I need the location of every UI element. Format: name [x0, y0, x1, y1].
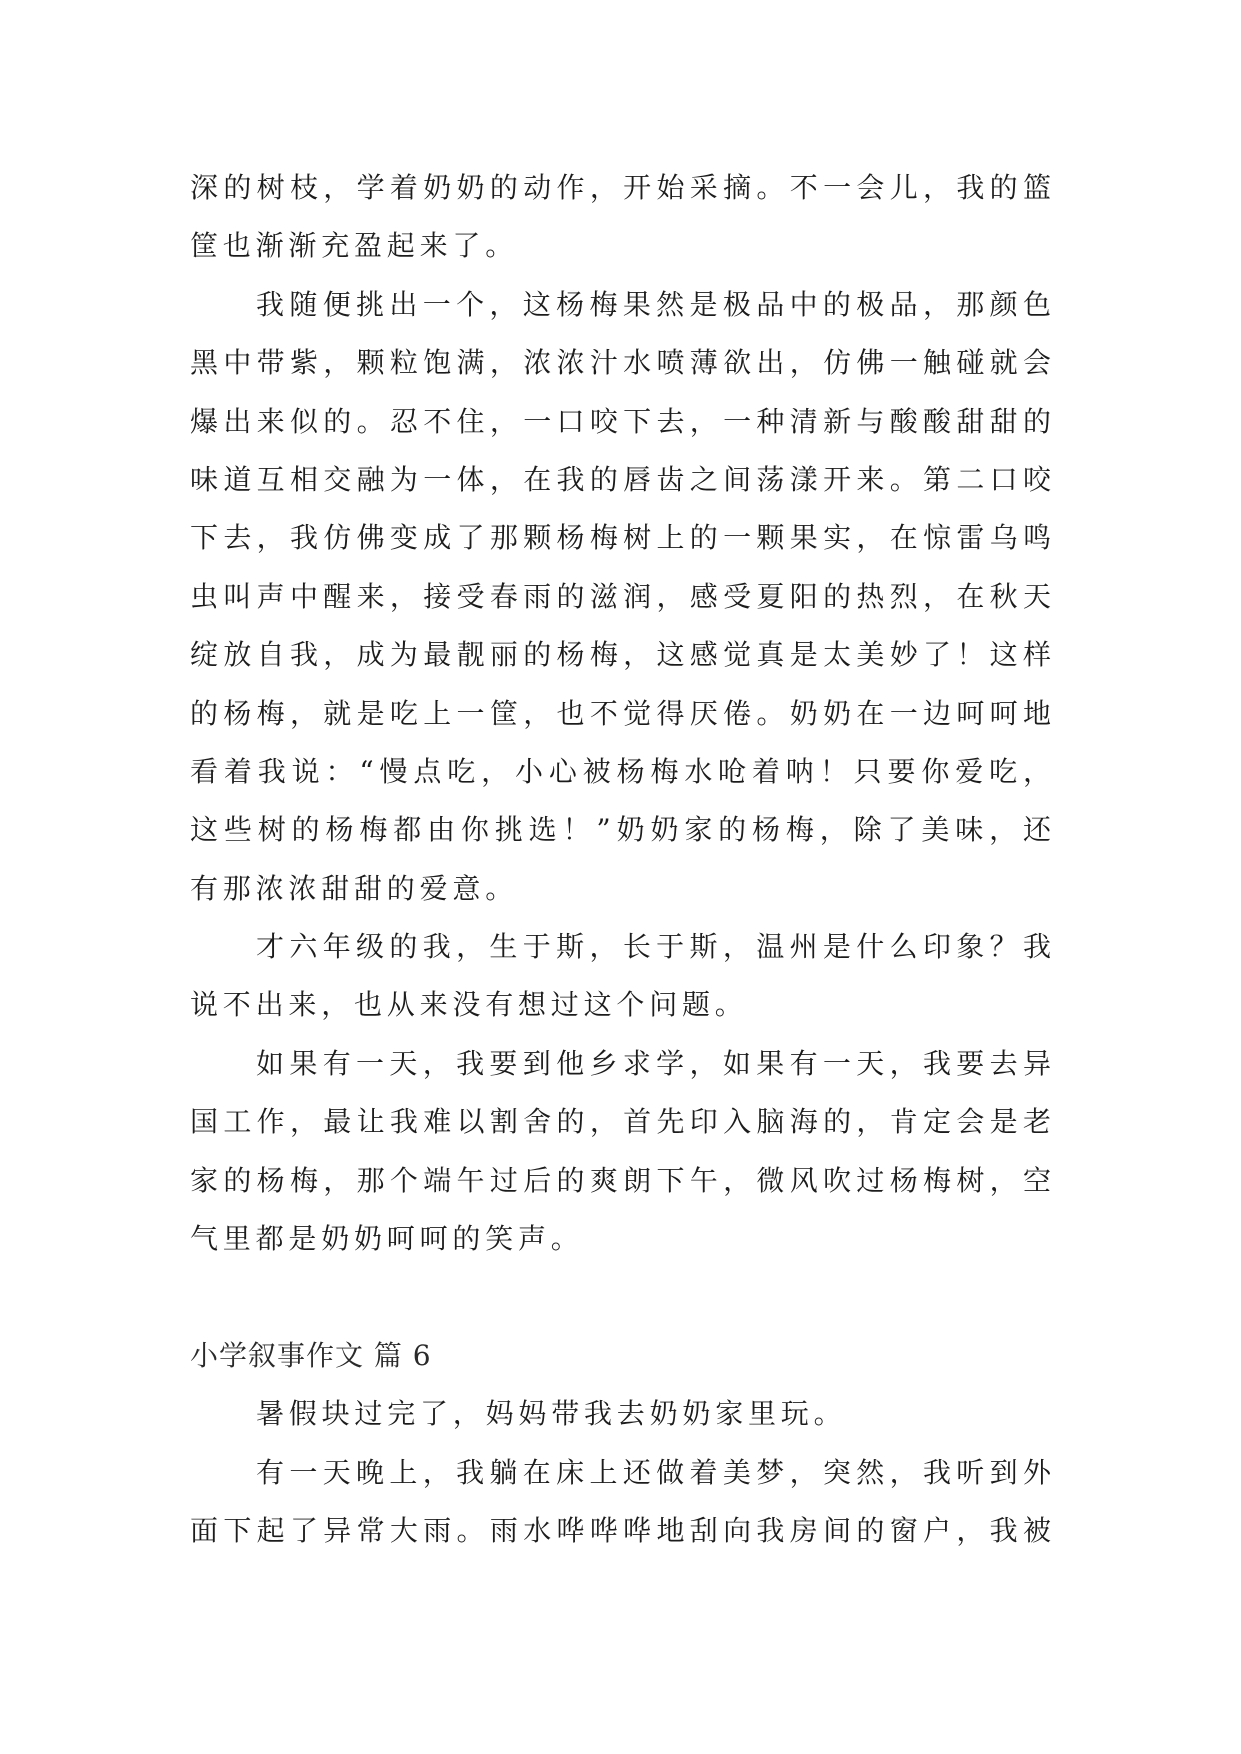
paragraph-line: 筐也渐渐充盈起来了。	[190, 229, 519, 263]
paragraph-line: 的杨梅，就是吃上一筐，也不觉得厌倦。奶奶在一边呵呵地	[190, 696, 1056, 730]
paragraph-line: 面下起了异常大雨。雨水哗哗哗地刮向我房间的窗户，我被	[190, 1513, 1056, 1547]
paragraph-line: 有一天晚上，我躺在床上还做着美梦，突然，我听到外	[256, 1455, 1056, 1489]
paragraph-line: 味道互相交融为一体，在我的唇齿之间荡漾开来。第二口咬	[190, 462, 1056, 496]
paragraph-line: 这些树的杨梅都由你挑选！”奶奶家的杨梅，除了美味，还	[190, 813, 1056, 847]
paragraph-line: 我随便挑出一个，这杨梅果然是极品中的极品，那颜色	[256, 287, 1056, 321]
section-heading: 小学叙事作文 篇 6	[190, 1338, 432, 1372]
paragraph-line: 说不出来，也从来没有想过这个问题。	[190, 988, 748, 1022]
paragraph-line: 下去，我仿佛变成了那颗杨梅树上的一颗果实，在惊雷乌鸣	[190, 521, 1056, 555]
paragraph	[190, 1444, 1056, 1561]
paragraph-line: 深的树枝，学着奶奶的动作，开始采摘。不一会儿，我的篮	[190, 171, 1056, 204]
paragraph-line: 暑假块过完了，妈妈带我去奶奶家里玩。	[256, 1397, 847, 1431]
paragraph-line: 黑中带紫，颗粒饱满，浓浓汁水喷薄欲出，仿佛一触碰就会	[190, 346, 1056, 380]
paragraph-line: 绽放自我，成为最靓丽的杨梅，这感觉真是太美妙了！这样	[190, 638, 1056, 672]
paragraph	[190, 1035, 1056, 1269]
paragraph-line: 有那浓浓甜甜的爱意。	[190, 871, 519, 905]
blank-line	[190, 1268, 1051, 1326]
paragraph	[190, 1385, 1051, 1443]
paragraph-line: 爆出来似的。忍不住，一口咬下去，一种清新与酸酸甜甜的	[190, 404, 1056, 438]
paragraph-line: 如果有一天，我要到他乡求学，如果有一天，我要去异	[256, 1046, 1056, 1080]
document-body	[190, 159, 1056, 1560]
paragraph-line: 才六年级的我，生于斯，长于斯，温州是什么印象？我	[256, 930, 1056, 964]
paragraph-line: 国工作，最让我难以割舍的，首先印入脑海的，肯定会是老	[190, 1105, 1056, 1139]
paragraph-line: 虫叫声中醒来，接受春雨的滋润，感受夏阳的热烈，在秋天	[190, 579, 1056, 613]
paragraph-line: 气里都是奶奶呵呵的笑声。	[190, 1222, 584, 1256]
paragraph-line: 家的杨梅，那个端午过后的爽朗下午，微风吹过杨梅树，空	[190, 1163, 1056, 1197]
paragraph	[190, 276, 1056, 918]
paragraph-line: 看着我说：“慢点吃，小心被杨梅水呛着呐！只要你爱吃，	[190, 754, 1056, 788]
paragraph	[190, 918, 1056, 1035]
paragraph	[190, 159, 1056, 276]
